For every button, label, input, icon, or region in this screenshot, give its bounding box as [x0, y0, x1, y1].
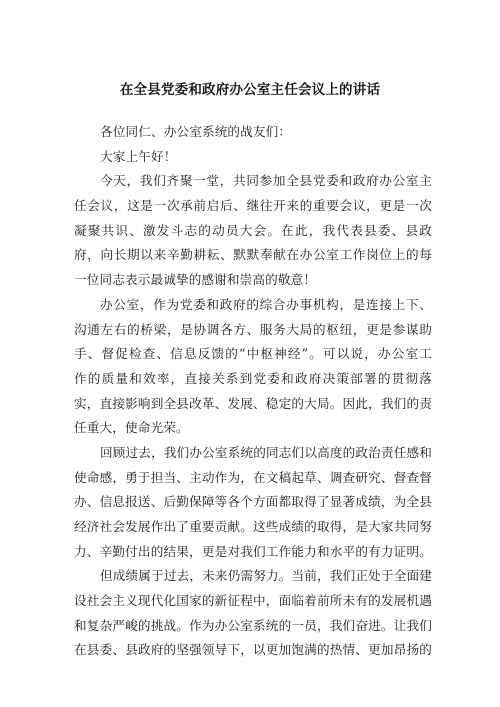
text-line: 凝聚共识、激发斗志的动员大会。在此，我代表县委、县政	[74, 222, 432, 238]
text-line: 任会议，这是一次承前启后、继往开来的重要会议，更是一次	[74, 198, 432, 214]
text-line: 一位同志表示最诚挚的感谢和崇高的敬意！	[74, 272, 317, 288]
text-line: 办、信息报送、后勤保障等各个方面都取得了显著成绩，为全县	[74, 494, 432, 510]
text-line: 沟通左右的桥梁，是协调各方、服务大局的枢纽，更是参谋助	[74, 321, 432, 337]
text-line: 作的质量和效率，直接关系到党委和政府决策部署的贯彻落	[74, 370, 432, 386]
text-line: 任重大，使命光荣。	[74, 420, 189, 436]
text-line: 但成绩属于过去，未来仍需努力。当前，我们正处于全面建	[100, 568, 432, 584]
text-line: 设社会主义现代化国家的新征程中，面临着前所未有的发展机遇	[74, 593, 432, 609]
text-line: 经济社会发展作出了重要贡献。这些成绩的取得，是大家共同努	[74, 519, 432, 534]
text-line: 手、督促检查、信息反馈的“中枢神经”。可以说，办公室工	[74, 346, 432, 362]
document-body	[74, 120, 432, 663]
text-line: 使命感，勇于担当、主动作为，在文稿起草、调查研究、督查督	[74, 469, 432, 485]
text-line: 力、辛勤付出的结果，更是对我们工作能力和水平的有力证明。	[74, 543, 432, 559]
document-title: 在全县党委和政府办公室主任会议上的讲话	[119, 82, 381, 98]
text-line: 办公室，作为党委和政府的综合办事机构，是连接上下、	[100, 296, 432, 312]
text-line: 和复杂严峻的挑战。作为办公室系统的一员，我们奋进。让我们	[74, 617, 432, 633]
text-line: 今天，我们齐聚一堂，共同参加全县党委和政府办公室主	[100, 173, 432, 189]
text-line: 回顾过去，我们办公室系统的同志们以高度的政治责任感和	[100, 444, 432, 460]
text-line: 实，直接影响到全县改革、发展、稳定的大局。因此，我们的责	[74, 395, 432, 411]
text-line: 府，向长期以来辛勤耕耘、默默奉献在办公室工作岗位上的每	[74, 247, 432, 263]
text-line: 在县委、县政府的坚强领导下，以更加饱满的热情、更加昂扬的	[74, 642, 432, 658]
text-line: 大家上午好！	[100, 148, 177, 164]
text-line: 各位同仁、办公室系统的战友们：	[100, 124, 292, 139]
